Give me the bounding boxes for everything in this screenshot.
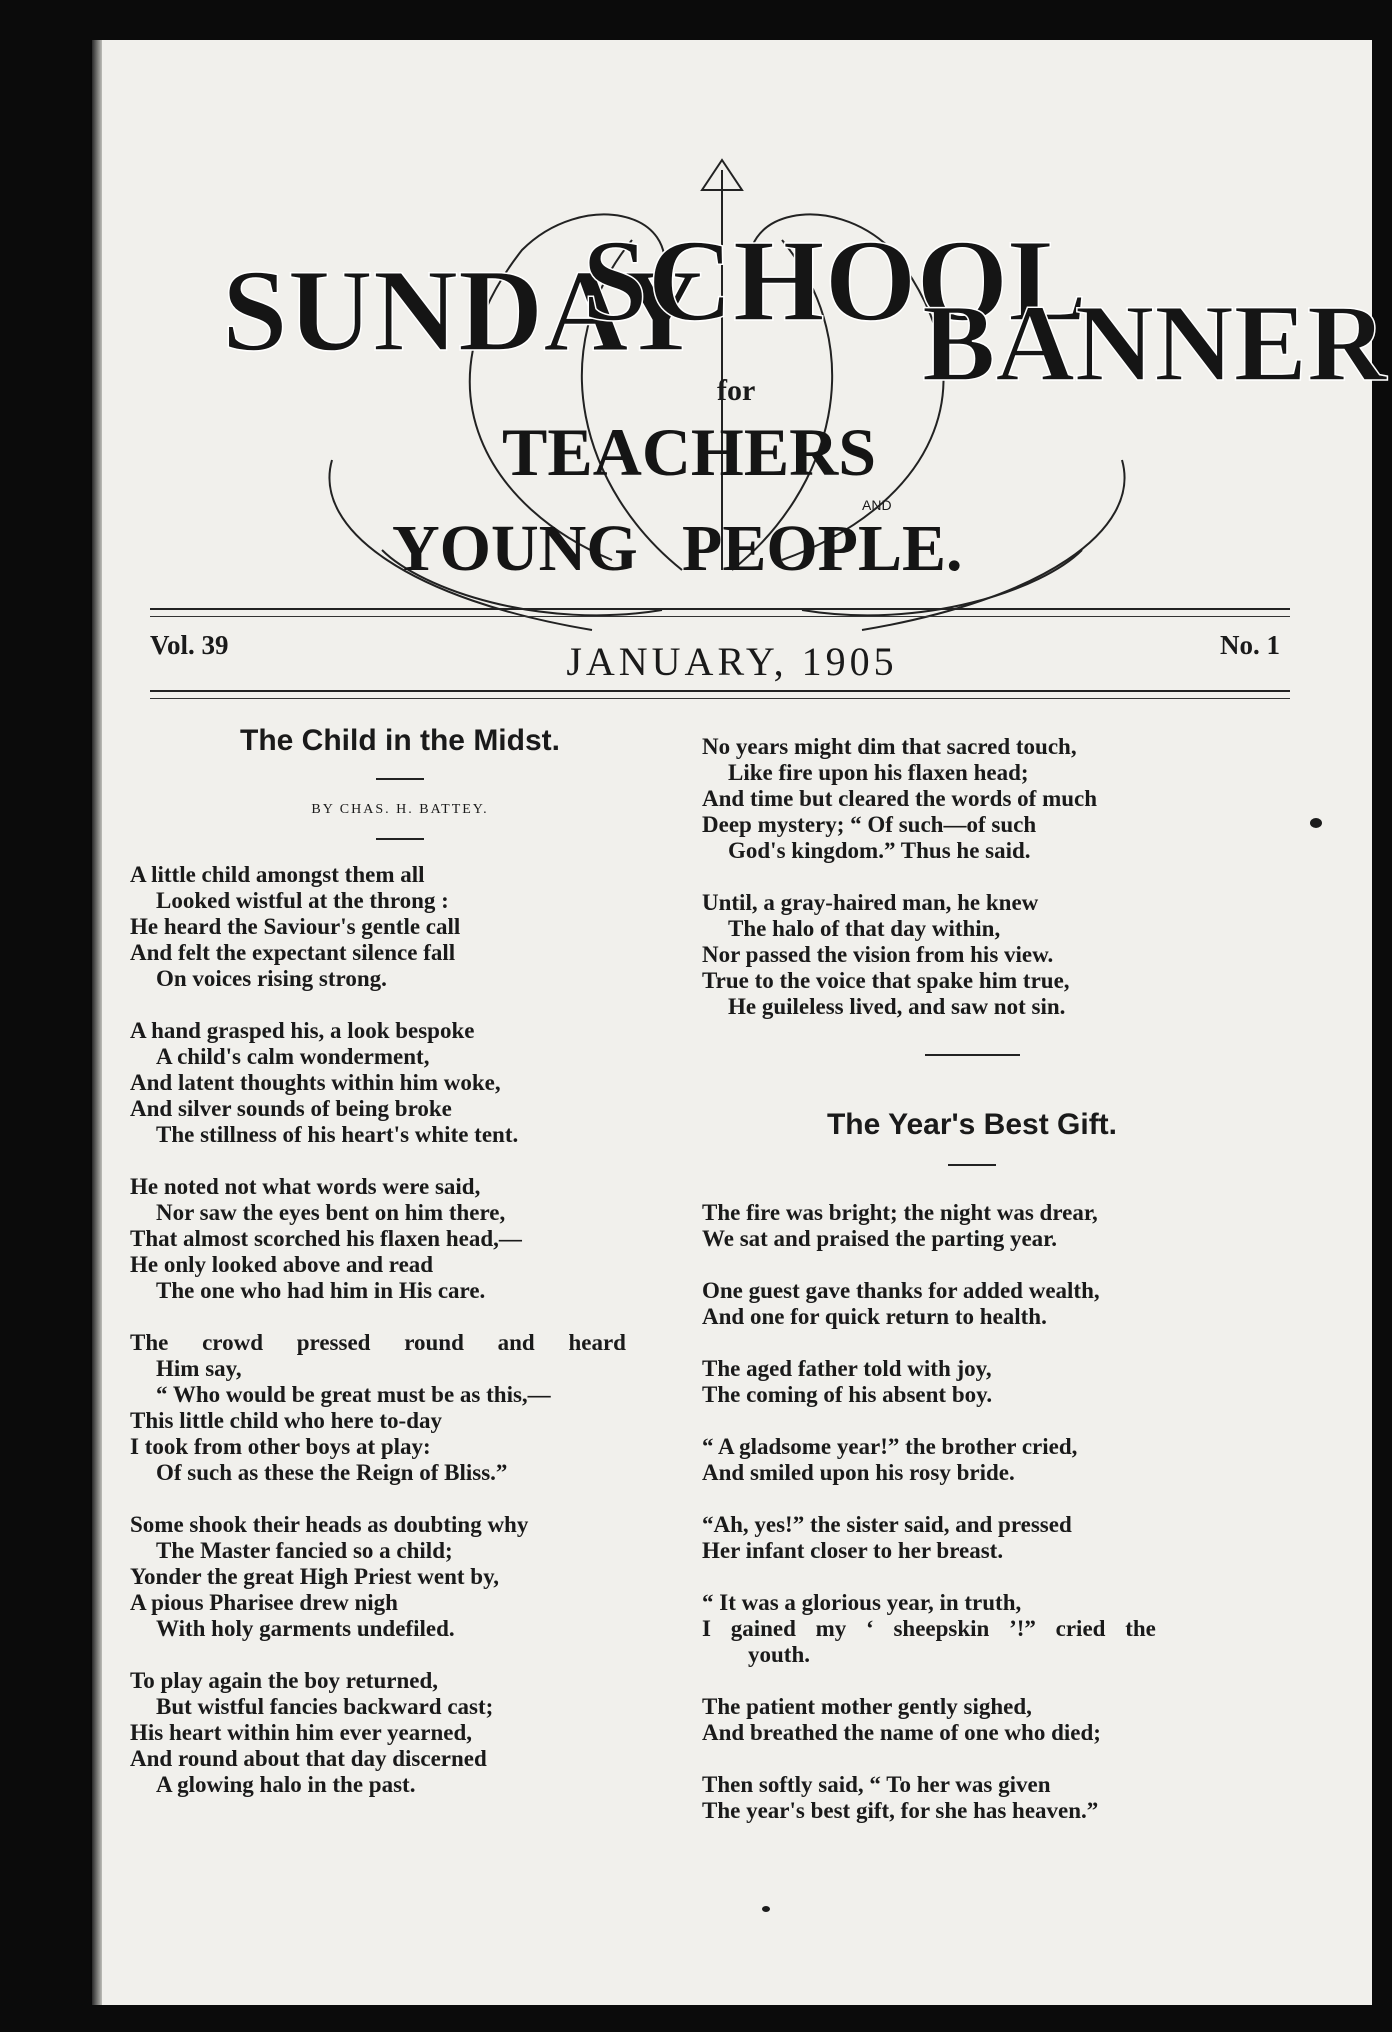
verse-line: A child's calm wonderment, <box>156 1044 430 1069</box>
title-dash <box>376 778 424 780</box>
stanza <box>702 890 1242 1020</box>
stanza <box>702 1590 1242 1668</box>
verse-line: One guest gave thanks for added wealth, <box>702 1278 1100 1303</box>
masthead-and: AND <box>862 497 892 513</box>
verse-line: Some shook their heads as doubting why <box>130 1512 529 1537</box>
stanza <box>130 1330 670 1486</box>
stanza <box>702 1512 1242 1564</box>
verse-line: With holy garments undefiled. <box>156 1616 455 1641</box>
verse-line: And round about that day discerned <box>130 1746 487 1771</box>
verse-line: God's kingdom.” Thus he said. <box>728 838 1031 863</box>
title-dash <box>948 1164 996 1166</box>
ink-speck <box>762 1906 770 1912</box>
verse-line: Until, a gray-haired man, he knew <box>702 890 1039 915</box>
stanza <box>702 1278 1242 1330</box>
verse-line: And felt the expectant silence fall <box>130 940 456 965</box>
verse-line: Looked wistful at the throng : <box>156 888 449 913</box>
page-edge-shadow <box>92 40 102 2005</box>
verse-line: A hand grasped his, a look bespoke <box>130 1018 475 1043</box>
verse-line: “ A gladsome year!” the brother cried, <box>702 1434 1078 1459</box>
verse-line: We sat and praised the parting year. <box>702 1226 1058 1251</box>
verse-line: The fire was bright; the night was drear, <box>702 1200 1098 1225</box>
verse-line: Like fire upon his flaxen head; <box>728 760 1029 785</box>
verse-line: And time but cleared the words of much <box>702 786 1098 811</box>
verse-line: And latent thoughts within him woke, <box>130 1070 501 1095</box>
header-rule-top <box>150 608 1290 610</box>
verse-line: And breathed the name of one who died; <box>702 1720 1101 1745</box>
stanza <box>130 1668 670 1798</box>
masthead-banner: BANNER <box>922 282 1387 404</box>
verse-line: And one for quick return to health. <box>702 1304 1047 1329</box>
verse-line: “ Who would be great must be as this,— <box>156 1382 551 1407</box>
verse-line: I gained my ‘ sheepskin ’!” cried the <box>702 1616 1156 1641</box>
verse-line: He heard the Saviour's gentle call <box>130 914 461 939</box>
verse-line: The patient mother gently sighed, <box>702 1694 1032 1719</box>
poem-title: The Year's Best Gift. <box>826 1108 1118 1141</box>
verse-line: He only looked above and read <box>130 1252 434 1277</box>
verse-line: The halo of that day within, <box>728 916 1001 941</box>
masthead-for: for <box>717 374 756 407</box>
stanza <box>702 1200 1242 1252</box>
ink-speck <box>1310 818 1322 828</box>
verse-line: Nor passed the vision from his view. <box>702 942 1054 967</box>
verse-line: Then softly said, “ To her was given <box>702 1772 1051 1797</box>
verse-line: Her infant closer to her breast. <box>702 1538 1004 1563</box>
masthead-teachers: TEACHERS <box>502 414 877 490</box>
verse-line: He noted not what words were said, <box>130 1174 481 1199</box>
right-column <box>702 734 1242 1850</box>
stanza <box>702 1434 1242 1486</box>
verse-line: He guileless lived, and saw not sin. <box>728 994 1066 1019</box>
masthead-young: YOUNG <box>392 512 638 585</box>
verse-line: The coming of his absent boy. <box>702 1382 993 1407</box>
verse-line: The aged father told with joy, <box>702 1356 992 1381</box>
stanza <box>130 862 670 992</box>
verse-line: The one who had him in His care. <box>156 1278 486 1303</box>
verse-line: Yonder the great High Priest went by, <box>130 1564 500 1589</box>
verse-line: Deep mystery; “ Of such—of such <box>702 812 1037 837</box>
masthead-logo <box>162 130 1387 650</box>
verse-line: The Master fancied so a child; <box>156 1538 453 1563</box>
verse-line: A pious Pharisee drew nigh <box>130 1590 398 1615</box>
stanza <box>130 1018 670 1148</box>
verse-line: A little child amongst them all <box>130 862 425 887</box>
verse-line: Nor saw the eyes bent on him there, <box>156 1200 506 1225</box>
poem-title: The Child in the Midst. <box>240 724 560 757</box>
verse-line: The year's best gift, for she has heaven.” <box>702 1798 1099 1823</box>
masthead-school: SCHOOL <box>582 215 1087 346</box>
verse-line: And silver sounds of being broke <box>130 1096 452 1121</box>
verse-line: “Ah, yes!” the sister said, and pressed <box>702 1512 1072 1537</box>
issue-date: JANUARY, 1905 <box>566 639 898 684</box>
verse-line: “ It was a glorious year, in truth, <box>702 1590 1022 1615</box>
verse-line: But wistful fancies backward cast; <box>156 1694 494 1719</box>
verse-line: youth. <box>748 1642 810 1667</box>
verse-line: I took from other boys at play: <box>130 1434 431 1459</box>
stanza <box>702 1356 1242 1408</box>
byline-dash <box>376 838 424 840</box>
volume-label: Vol. 39 <box>150 630 229 660</box>
header-rule-bottom-thin <box>150 698 1290 699</box>
masthead-sunday: SUNDAY <box>222 245 703 376</box>
verse-line: Him say, <box>156 1356 242 1381</box>
header-rule-bottom <box>150 690 1290 692</box>
poem-byline: BY CHAS. H. BATTEY. <box>311 802 489 817</box>
stanza <box>130 1174 670 1304</box>
verse-line: No years might dim that sacred touch, <box>702 734 1077 759</box>
header-rule-top-thin <box>150 616 1290 617</box>
verse-line: True to the voice that spake him true, <box>702 968 1070 993</box>
stanza <box>702 734 1242 864</box>
stanza <box>702 1772 1242 1824</box>
verse-line: That almost scorched his flaxen head,— <box>130 1226 522 1251</box>
masthead-people: PEOPLE. <box>682 512 963 585</box>
section-divider <box>925 1054 1020 1056</box>
verse-line: The stillness of his heart's white tent. <box>156 1122 519 1147</box>
left-column <box>130 724 670 1824</box>
stanza <box>130 1512 670 1642</box>
verse-line: And smiled upon his rosy bride. <box>702 1460 1015 1485</box>
issue-number: No. 1 <box>1220 630 1280 660</box>
verse-line: His heart within him ever yearned, <box>130 1720 472 1745</box>
magazine-page <box>92 40 1387 2005</box>
stanza <box>702 1694 1242 1746</box>
verse-line: Of such as these the Reign of Bliss.” <box>156 1460 508 1485</box>
verse-line: To play again the boy returned, <box>130 1668 438 1693</box>
verse-line: This little child who here to-day <box>130 1408 443 1433</box>
verse-line: On voices rising strong. <box>156 966 387 991</box>
verse-line: A glowing halo in the past. <box>156 1772 416 1797</box>
verse-line: The crowd pressed round and heard <box>130 1330 626 1355</box>
